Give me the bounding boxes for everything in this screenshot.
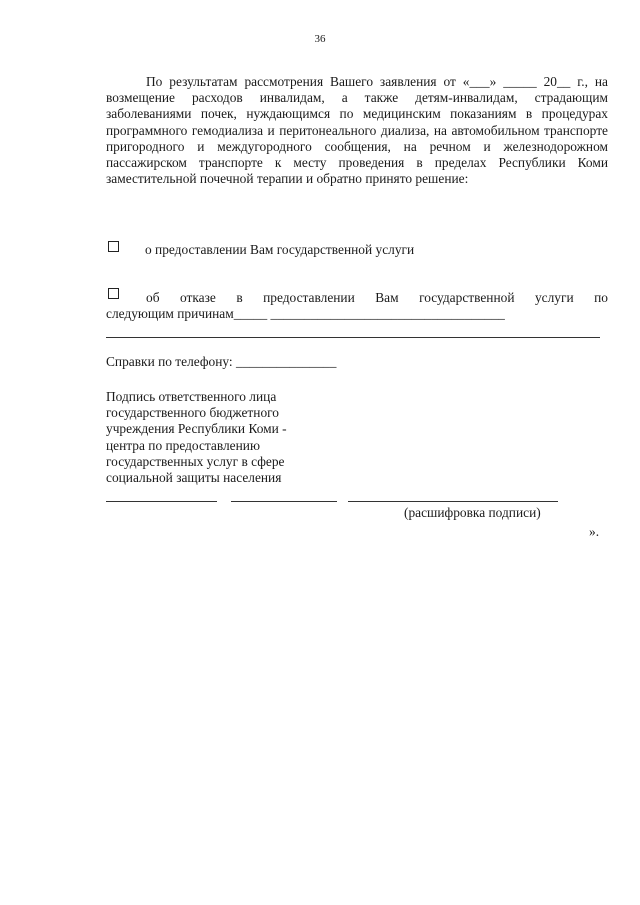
phone-label: Справки по телефону: _______________	[106, 354, 337, 369]
option-refuse	[106, 290, 608, 322]
decision-paragraph: По результатам рассмотрения Вашего заявления от «___» _____ 20__ г., на возмещение расходов инвалидам, а также детям-инвалидам, страдающим заболеваниями почек, нуждающимся по медицинским показаниям в процедурах программного гемодиализа и перитонеального диализа, на автомобильном транспорте пригородного и междугородного сообщения, на речном и железнодорожном пассажирском транспорте к месту проведения в пределах Республики Коми заместительной почечной терапии и обратно принято решение:	[106, 74, 608, 187]
closing-quote: ».	[589, 524, 600, 539]
option-refuse-line2: следующим причинам_____ ___________________________________	[106, 306, 505, 322]
signature-block: Подпись ответственного лица государственного бюджетного учреждения Республики Коми - центра по предоставлению государственных услуг в сфере социальной защиты населения	[106, 389, 287, 486]
option-grant-label: о предоставлении Вам государственной услуги	[145, 242, 415, 257]
reason-blank-line[interactable]	[106, 337, 600, 338]
option-refuse-line1: об отказе в предоставлении Вам государственной услуги по	[146, 290, 608, 305]
signature-line-signature[interactable]	[231, 501, 337, 502]
signature-line-decode[interactable]	[348, 501, 558, 502]
signature-decode-caption: (расшифровка подписи)	[404, 505, 541, 520]
checkbox-grant[interactable]	[108, 241, 119, 252]
page-number: 36	[314, 33, 326, 45]
signature-line-position[interactable]	[106, 501, 217, 502]
